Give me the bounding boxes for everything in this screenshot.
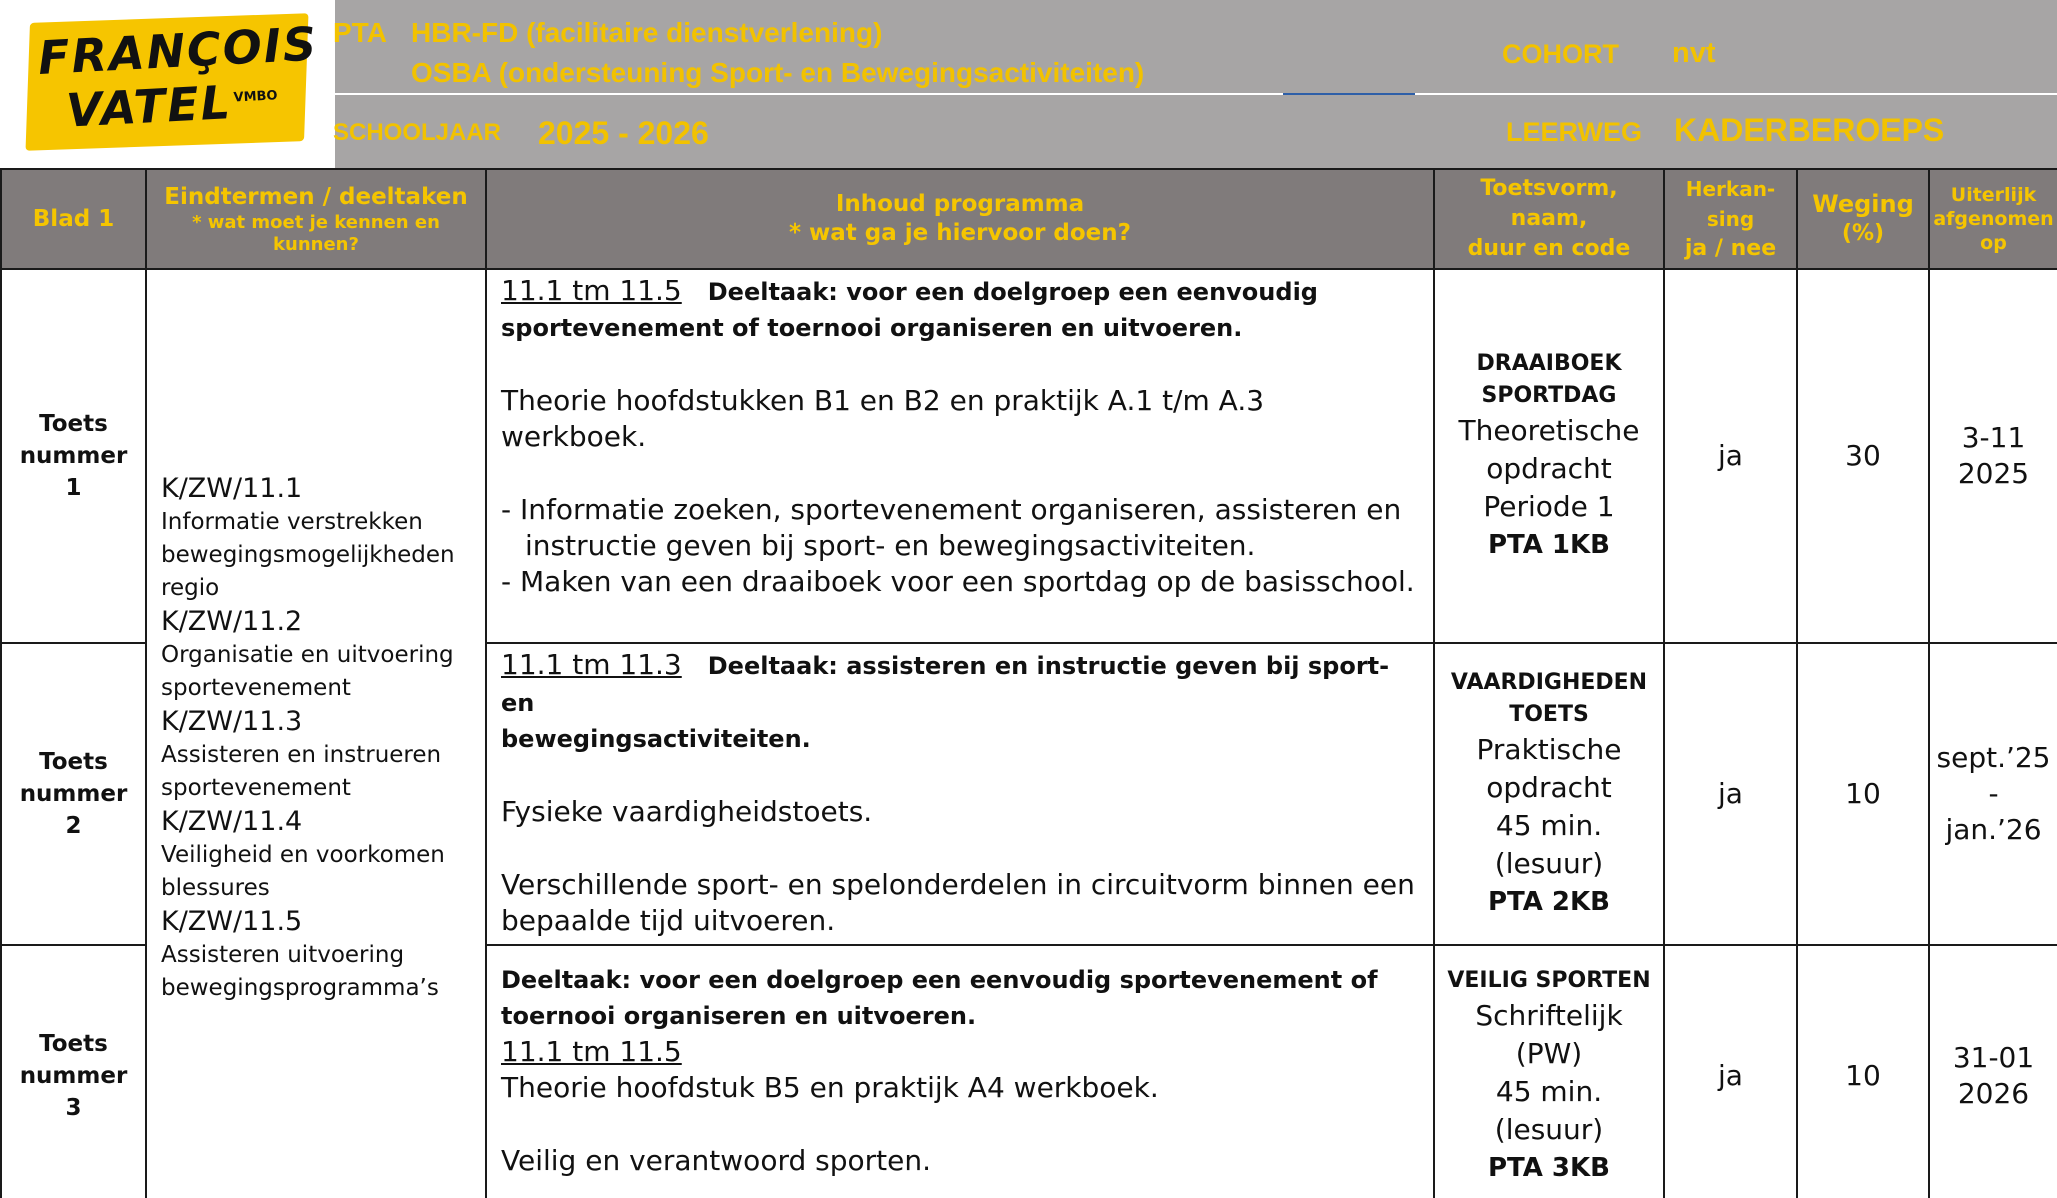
col-inhoud: Inhoud programma * wat ga je hiervoor doen? bbox=[486, 169, 1434, 269]
inhoud-programma-1: 11.1 tm 11.5 Deeltaak: voor een doelgroep een eenvoudig sportevenement of toernooi organiseren en uitvoeren. Theorie hoofdstukken B1 en B2 en praktijk A.1 t/m A.3 werkboek. - Informatie zoeken, sportevenement organiseren, assisteren en instructie geven bij sport- en bewegingsactiviteiten. - Maken van een draaiboek voor een sportdag op de basisschool. bbox=[486, 269, 1434, 643]
pta-label: PTA bbox=[333, 17, 387, 48]
pta-table bbox=[0, 168, 2057, 1198]
col-blad: Blad 1 bbox=[1, 169, 146, 269]
table-row bbox=[1, 269, 2057, 643]
cohort-value: nvt bbox=[1672, 37, 1716, 69]
pta-program-line-2: OSBA (ondersteuning Sport- en Bewegingsactiviteiten) bbox=[411, 57, 1145, 88]
col-uiterlijk: Uiterlijk afgenomen op bbox=[1929, 169, 2057, 269]
col-herkansing: Herkan- sing ja / nee bbox=[1664, 169, 1797, 269]
eindterm-code: K/ZW/11.4 bbox=[161, 805, 303, 837]
pta-code: PTA 1KB bbox=[1487, 530, 1610, 560]
header-divider-accent bbox=[1283, 93, 1415, 95]
table-header-row bbox=[1, 169, 2057, 269]
datum-2: sept.’25 - jan.’26 bbox=[1929, 643, 2057, 945]
leerweg-value: KADERBEROEPS bbox=[1674, 112, 1945, 148]
toetsvorm-2: VAARDIGHEDEN TOETS Praktische opdracht 45 min. (lesuur) PTA 2KB bbox=[1434, 643, 1664, 945]
weging-3: 10 bbox=[1797, 945, 1929, 1198]
toets-nummer-3: Toets nummer 3 bbox=[1, 945, 146, 1198]
herkansing-2: ja bbox=[1664, 643, 1797, 945]
eindterm-code: K/ZW/11.5 bbox=[161, 905, 303, 937]
datum-3: 31-01 2026 bbox=[1929, 945, 2057, 1198]
eindterm-code: K/ZW/11.2 bbox=[161, 605, 303, 637]
pta-code: PTA 3KB bbox=[1487, 1153, 1610, 1183]
logo-line-2: VATEL bbox=[64, 75, 234, 138]
inhoud-programma-2: 11.1 tm 11.3 Deeltaak: assisteren en instructie geven bij sport- en bewegingsactiviteiten. Fysieke vaardigheidstoets. Verschillende sport- en spelonderdelen in circuitvorm binnen een bepaalde tijd uitvoeren. bbox=[486, 643, 1434, 945]
eindterm-code: K/ZW/11.1 bbox=[161, 472, 303, 504]
pta-code: PTA 2KB bbox=[1487, 887, 1610, 917]
toetsvorm-1: DRAAIBOEK SPORTDAG Theoretische opdracht Periode 1 PTA 1KB bbox=[1434, 269, 1664, 643]
herkansing-3: ja bbox=[1664, 945, 1797, 1198]
eindterm-code: K/ZW/11.3 bbox=[161, 705, 303, 737]
header-divider bbox=[335, 93, 2057, 95]
col-toetsvorm: Toetsvorm, naam, duur en code bbox=[1434, 169, 1664, 269]
school-logo bbox=[0, 0, 335, 168]
weging-1: 30 bbox=[1797, 269, 1929, 643]
eindtermen-list: K/ZW/11.1 Informatie verstrekken bewegingsmogelijkheden regio K/ZW/11.2 Organisatie en uitvoering sportevenement K/ZW/11.3 Assisteren en instrueren sportevenement K/ZW/11.4 Veiligheid en voorkomen blessures K/ZW/11.5 Assisteren uitvoering bewegingsprogramma’s bbox=[146, 269, 486, 1198]
pta-program-line-1: HBR-FD (facilitaire dienstverlening) bbox=[411, 17, 883, 48]
logo-vmbo: VMBO bbox=[233, 88, 278, 106]
toets-nummer-1: Toets nummer 1 bbox=[1, 269, 146, 643]
herkansing-1: ja bbox=[1664, 269, 1797, 643]
leerweg-label: LEERWEG bbox=[1506, 117, 1643, 147]
schooljaar-value: 2025 - 2026 bbox=[538, 115, 709, 151]
col-eindtermen: Eindtermen / deeltaken * wat moet je kennen en kunnen? bbox=[146, 169, 486, 269]
cohort-label: COHORT bbox=[1502, 39, 1619, 69]
schooljaar-label: SCHOOLJAAR bbox=[333, 119, 502, 146]
weging-2: 10 bbox=[1797, 643, 1929, 945]
inhoud-programma-3: Deeltaak: voor een doelgroep een eenvoudig sportevenement of toernooi organiseren en uitvoeren. 11.1 tm 11.5 Theorie hoofdstuk B5 en praktijk A4 werkboek. Veilig en verantwoord sporten. bbox=[486, 945, 1434, 1198]
col-weging: Weging (%) bbox=[1797, 169, 1929, 269]
datum-1: 3-11 2025 bbox=[1929, 269, 2057, 643]
toetsvorm-3: VEILIG SPORTEN Schriftelijk (PW) 45 min. (lesuur) PTA 3KB bbox=[1434, 945, 1664, 1198]
logo-wordmark bbox=[36, 16, 320, 138]
logo-line-1: FRANÇOIS bbox=[36, 16, 320, 86]
toets-nummer-2: Toets nummer 2 bbox=[1, 643, 146, 945]
